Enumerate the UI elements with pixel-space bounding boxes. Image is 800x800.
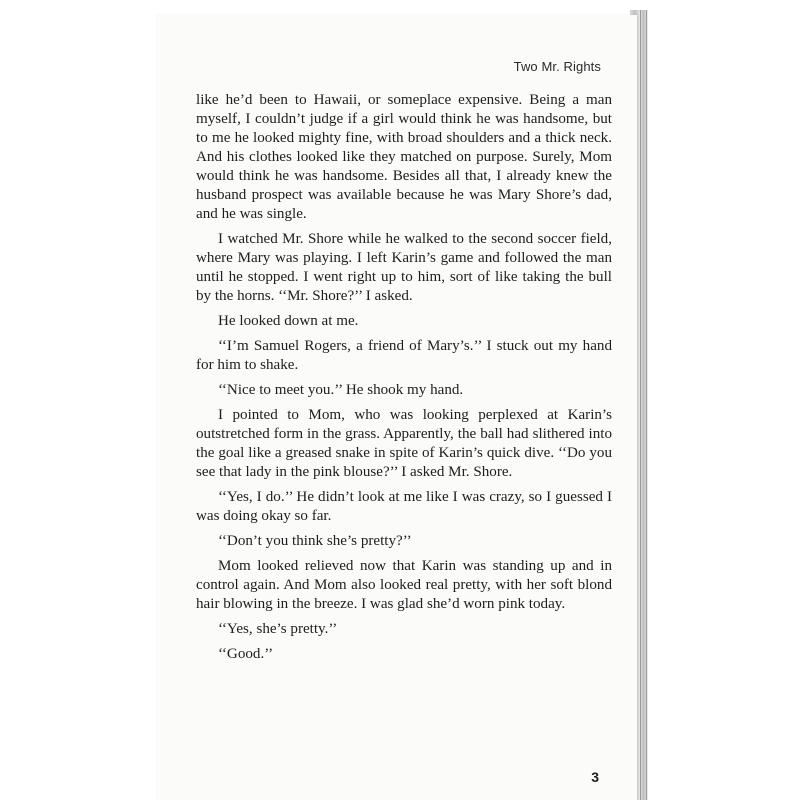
page-edge-line (646, 10, 647, 800)
page-number: 3 (591, 769, 599, 785)
paragraph: ‘‘Don’t you think she’s pretty?’’ (218, 533, 412, 549)
running-head: Two Mr. Rights (513, 59, 601, 74)
paragraph: He looked down at me. (218, 313, 359, 329)
paragraph: ‘‘Nice to meet you.’’ He shook my hand. (218, 382, 464, 398)
paragraph: ‘‘Good.’’ (218, 646, 274, 662)
paragraph: ‘‘Yes, I do.’’ He didn’t look at me like I was crazy, so I guessed I was doing okay so far. (196, 489, 612, 524)
page-edge-line (640, 10, 641, 800)
paragraph: I watched Mr. Shore while he walked to the second soccer field, where Mary was playing. I left Karin’s game and followed the man until he stopped. I went right up to him, sort of like taking the bull by the horns. ‘‘Mr. Shore?’’ I asked. (196, 231, 612, 304)
paragraph: ‘‘I’m Samuel Rogers, a friend of Mary’s.’’ I stuck out my hand for him to shake. (196, 338, 612, 373)
body-text (196, 91, 612, 670)
paragraph: like he’d been to Hawaii, or someplace expensive. Being a man myself, I couldn’t judge if a girl would think he was handsome, but to me he looked mighty fine, with broad shoulders and a thick neck. And his clothes looked like they matched on purpose. Surely, Mom would think he was handsome. Besides all that, I already knew the husband prospect was available because he was Mary Shore’s dad, and he was single. (196, 92, 612, 222)
paragraph: I pointed to Mom, who was looking perplexed at Karin’s outstretched form in the grass. Apparently, the ball had slithered into the goal like a greased snake in spite of Karin’s quick dive. ‘‘Do you see that lady in the pink blouse?’’ I asked Mr. Shore. (196, 407, 612, 480)
paragraph: ‘‘Yes, she’s pretty.’’ (218, 621, 338, 637)
book-page (157, 15, 637, 800)
paragraph: Mom looked relieved now that Karin was standing up and in control again. And Mom also looked real pretty, with her soft blond hair blowing in the breeze. I was glad she’d worn pink today. (196, 558, 612, 612)
